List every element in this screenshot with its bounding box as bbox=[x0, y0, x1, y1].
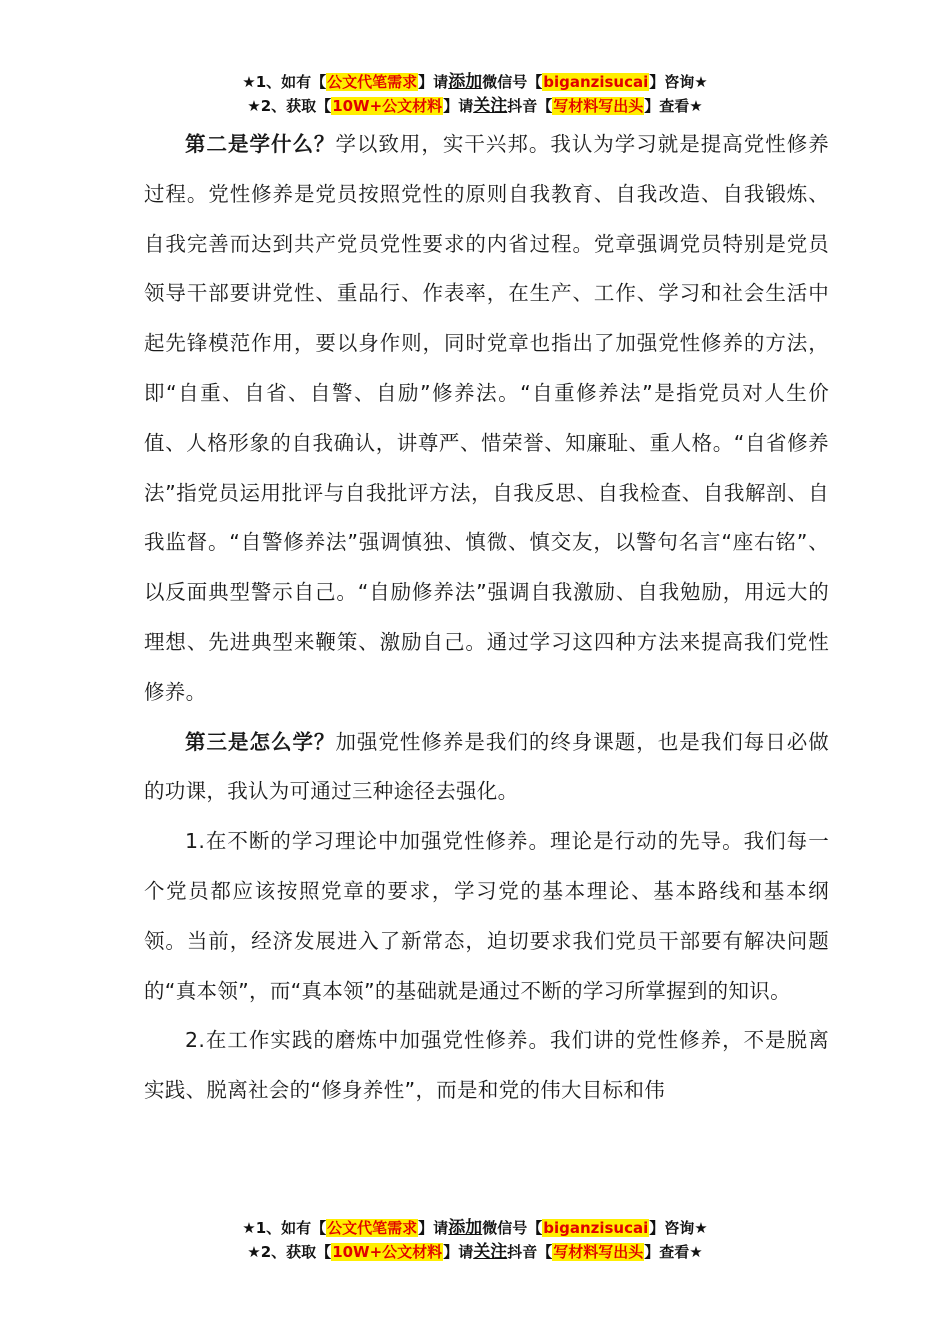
banner-text: 】请 bbox=[443, 97, 474, 115]
paragraph-what-to-learn bbox=[144, 120, 829, 718]
banner-text: 】请 bbox=[418, 1219, 449, 1237]
banner-line-1 bbox=[0, 1216, 950, 1240]
underlined-add: 添加 bbox=[448, 72, 483, 92]
paragraph-text: 2.在工作实践的磨炼中加强党性修养。我们讲的党性修养，不是脱离实践、脱离社会的“修身养性”，而是和党的伟大目标和伟 bbox=[144, 1028, 829, 1103]
banner-line-1 bbox=[0, 70, 950, 94]
paragraph-text: 加强党性修养是我们的终身课题，也是我们每日必做的功课，我认为可通过三种途径去强化。 bbox=[144, 729, 829, 804]
banner-line-2 bbox=[0, 1240, 950, 1264]
banner-text: 1、如有【 bbox=[255, 73, 327, 91]
highlight-wechat-id: biganzisucai bbox=[543, 1219, 649, 1237]
paragraph-heading: 第二是学什么？ bbox=[185, 132, 336, 156]
banner-text: 】咨询★ bbox=[649, 1219, 708, 1237]
highlight-ghostwriting: 公文代笔需求 bbox=[327, 73, 418, 91]
banner-text: 】查看★ bbox=[644, 97, 703, 115]
highlight-douyin-account: 写材料写出头 bbox=[553, 1243, 644, 1261]
footer-banner bbox=[0, 1216, 950, 1264]
star-icon: ★ bbox=[242, 1219, 256, 1237]
banner-line-2 bbox=[0, 94, 950, 118]
highlight-materials: 10W+公文材料 bbox=[332, 1243, 443, 1261]
paragraph-item-1 bbox=[144, 817, 829, 1016]
banner-text: 2、获取【 bbox=[260, 97, 332, 115]
banner-text: 抖音【 bbox=[507, 1243, 553, 1261]
highlight-ghostwriting: 公文代笔需求 bbox=[327, 1219, 418, 1237]
header-banner bbox=[0, 70, 950, 118]
banner-text: 】请 bbox=[443, 1243, 474, 1261]
paragraph-how-to-learn bbox=[144, 718, 829, 818]
document-body bbox=[144, 120, 829, 1116]
paragraph-heading: 第三是怎么学？ bbox=[185, 729, 336, 754]
paragraph-text: 1.在不断的学习理论中加强党性修养。理论是行动的先导。我们每一个党员都应该按照党章的要求，学习党的基本理论、基本路线和基本纲领。当前，经济发展进入了新常态，迫切要求我们党员干部要有解决问题的“真本领”，而“真本领”的基础就是通过不断的学习所掌握到的知识。 bbox=[144, 829, 829, 1003]
banner-text: 1、如有【 bbox=[255, 1219, 327, 1237]
underlined-follow: 关注 bbox=[473, 96, 508, 116]
banner-text: 微信号【 bbox=[482, 73, 543, 91]
highlight-douyin-account: 写材料写出头 bbox=[553, 97, 644, 115]
star-icon: ★ bbox=[247, 97, 261, 115]
paragraph-item-2 bbox=[144, 1016, 829, 1116]
highlight-materials: 10W+公文材料 bbox=[332, 97, 443, 115]
banner-text: 抖音【 bbox=[507, 97, 553, 115]
banner-text: 2、获取【 bbox=[260, 1243, 332, 1261]
banner-text: 】查看★ bbox=[644, 1243, 703, 1261]
banner-text: 】咨询★ bbox=[649, 73, 708, 91]
star-icon: ★ bbox=[247, 1243, 261, 1261]
underlined-follow: 关注 bbox=[473, 1242, 508, 1262]
highlight-wechat-id: biganzisucai bbox=[543, 73, 649, 91]
banner-text: 微信号【 bbox=[482, 1219, 543, 1237]
paragraph-text: 学以致用，实干兴邦。我认为学习就是提高党性修养过程。党性修养是党员按照党性的原则自我教育、自我改造、自我锻炼、自我完善而达到共产党员党性要求的内省过程。党章强调党员特别是党员领导干部要讲党性、重品行、作表率，在生产、工作、学习和社会生活中起先锋模范作用，要以身作则，同时党章也指出了加强党性修养的方法，即“自重、自省、自警、自励”修养法。“自重修养法”是指党员对人生价值、人格形象的自我确认，讲尊严、惜荣誉、知廉耻、重人格。“自省修养法”指党员运用批评与自我批评方法，自我反思、自我检查、自我解剖、自我监督。“自警修养法”强调慎独、慎微、慎交友，以警句名言“座右铭”、以反面典型警示自己。“自励修养法”强调自我激励、自我勉励，用远大的理想、先进典型来鞭策、激励自己。通过学习这四种方法来提高我们党性修养。 bbox=[144, 132, 829, 704]
star-icon: ★ bbox=[242, 73, 256, 91]
underlined-add: 添加 bbox=[448, 1218, 483, 1238]
banner-text: 】请 bbox=[418, 73, 449, 91]
